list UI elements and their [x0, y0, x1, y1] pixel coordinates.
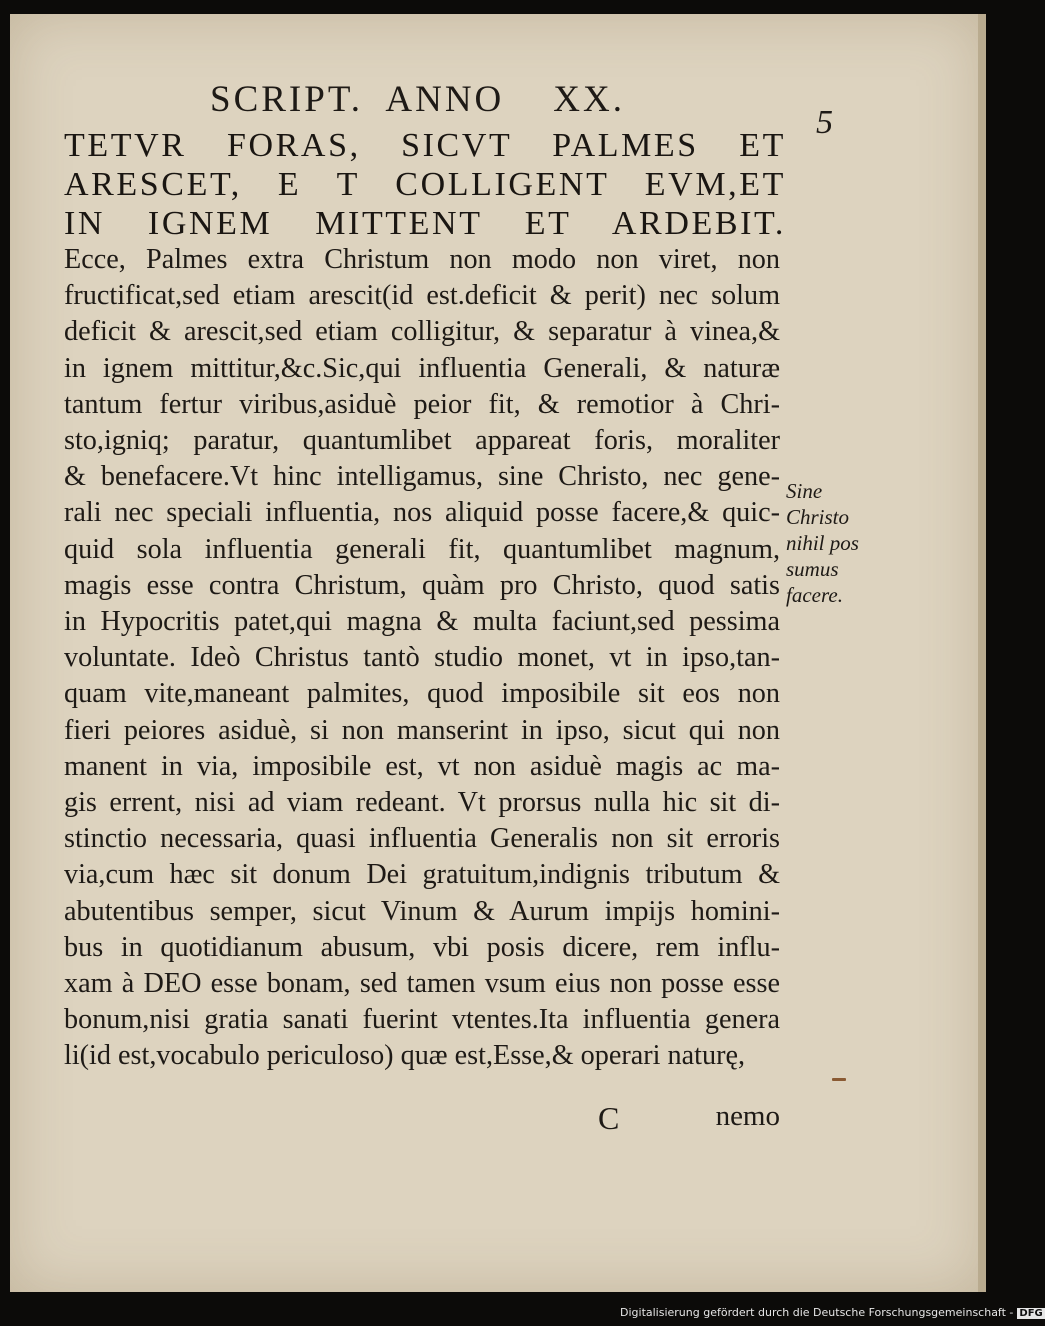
text-line: fieri peiores asiduè, si non manserint in ipso, sicut qui non — [64, 714, 780, 746]
digitization-credit — [620, 1306, 1045, 1319]
text-line: abutentibus semper, sicut Vinum & Aurum impijs homini- — [64, 895, 780, 927]
folio-number: 5 — [816, 104, 833, 141]
text-line: voluntate. Ideò Christus tantò studio monet, vt in ipso,tan- — [64, 642, 780, 674]
page-edge — [978, 14, 986, 1292]
margin-line: Sine — [786, 479, 823, 503]
text-line: tantum fertur viribus,asiduè peior fit, & remotior à Chri- — [64, 388, 780, 420]
text-line: bus in quotidianum abusum, vbi posis dicere, rem influ- — [64, 931, 780, 963]
margin-line: facere. — [786, 583, 843, 607]
text-line: & benefacere.Vt hinc intelligamus, sine Christo, nec gene- — [64, 461, 780, 493]
text-line: quam vite,maneant palmites, quod imposibile sit eos non — [64, 678, 780, 710]
caps-line: ARESCET, E T COLLIGENT EVM,ET — [64, 166, 786, 203]
text-line: Ecce, Palmes extra Christum non modo non viret, non — [64, 244, 780, 275]
margin-line: nihil pos — [786, 531, 859, 555]
text-line: quid sola influentia generali fit, quantumlibet magnum, — [64, 533, 780, 565]
text-line: bonum,nisi gratia sanati fuerint vtentes.Ita influentia genera — [64, 1004, 780, 1036]
catchword: nemo — [715, 1100, 780, 1132]
text-line: fructificat,sed etiam arescit(id est.deficit & perit) nec solum — [64, 280, 780, 312]
text-line: sto,igniq; paratur, quantumlibet appareat foris, moraliter — [64, 425, 780, 457]
main-text — [64, 242, 780, 1075]
text-line: via,cum hæc sit donum Dei gratuitum,indignis tributum & — [64, 859, 780, 891]
text-line: xam à DEO esse bonam, sed tamen vsum eius non posse esse — [64, 968, 780, 1000]
text-line: magis esse contra Christum, quàm pro Christo, quod satis — [64, 569, 780, 601]
dfg-logo: DFG — [1019, 1308, 1043, 1319]
text-line: rali nec speciali influentia, nos aliquid posse facere,& quic- — [64, 497, 780, 529]
signature-mark: C — [598, 1100, 620, 1136]
text-line: gis errent, nisi ad viam redeant. Vt prorsus nulla hic sit di- — [64, 787, 780, 819]
text-line: stinctio necessaria, quasi influentia Generalis non sit erroris — [64, 823, 780, 855]
marginal-note — [786, 478, 886, 608]
text-line: in ignem mittitur,&c.Sic,qui influentia Generali, & naturæ — [64, 352, 780, 384]
margin-line: sumus — [786, 557, 839, 581]
caps-line: TETVR FORAS, SICVT PALMES ET — [64, 127, 786, 164]
page-foot — [64, 1100, 780, 1140]
text-line: in Hypocritis patet,qui magna & multa faciunt,sed pessima — [64, 606, 780, 638]
text-line: manent in via, imposibile est, vt non asiduè magis ac ma- — [64, 750, 780, 782]
running-header: SCRIPT. ANNO XX. — [210, 79, 625, 120]
ink-mark — [832, 1078, 846, 1081]
text-line: deficit & arescit,sed etiam colligitur, & separatur à vinea,& — [64, 316, 780, 348]
margin-line: Christo — [786, 505, 850, 529]
text-line: li(id est,vocabulo periculoso) quæ est,Esse,& operari naturę, — [64, 1040, 746, 1072]
caps-line: IN IGNEM MITTENT ET ARDEBIT. — [64, 205, 786, 242]
capitals-block — [64, 126, 786, 243]
credit-text: Digitalisierung gefördert durch die Deutsche Forschungsgemeinschaft - — [620, 1306, 1014, 1319]
